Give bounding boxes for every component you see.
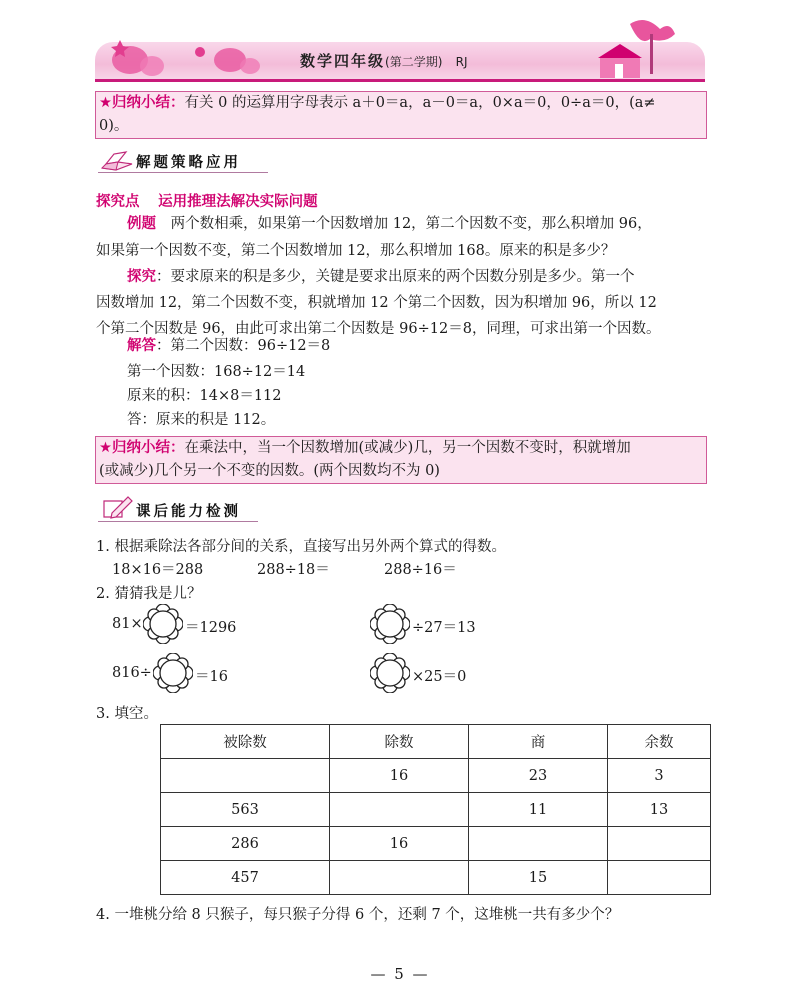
explore-title: 运用推理法解决实际问题 (158, 194, 318, 210)
question-3: 3. 填空。 (96, 706, 158, 722)
answer-line-1 (127, 334, 330, 355)
division-table (160, 724, 711, 895)
q1-equation-2: 288÷18＝ (257, 562, 330, 578)
table-header: 除数 (330, 725, 469, 759)
analysis-label: 探究 (127, 269, 156, 285)
semester-label: (第二学期) (385, 55, 443, 69)
q1-equation-3: 288÷16＝ (384, 562, 457, 578)
flower-blank-icon[interactable] (143, 604, 183, 644)
q2-a-right: ＝1296 (185, 620, 237, 636)
q2-c-left: 816÷ (112, 665, 152, 681)
page-number: — 5 — (370, 965, 430, 983)
section-underline (98, 172, 268, 173)
question-4: 4. 一堆桃分给 8 只猴子，每只猴子分得 6 个，还剩 7 个，这堆桃一共有多少个？ (96, 907, 620, 923)
explore-label: 探究点 (96, 194, 140, 210)
table-row (161, 827, 711, 861)
table-row (161, 861, 711, 895)
summary-text-line: 0)。 (99, 118, 129, 134)
section-underline (98, 521, 258, 522)
table-cell: 23 (469, 759, 608, 793)
table-header: 余数 (608, 725, 711, 759)
table-header-row (161, 725, 711, 759)
section-title-strategy: 解题策略应用 (136, 155, 241, 171)
q2-c-right: ＝16 (195, 669, 228, 685)
answer-line-3: 原来的积：14×8＝112 (127, 388, 282, 404)
example-line-1 (127, 212, 652, 233)
summary-label: ★归纳小结： (99, 95, 185, 111)
pencil-icon (100, 495, 134, 521)
analysis-line-3: 个第二个因数是 96，由此可求出第二个因数是 96÷12＝8，同理，可求出第一个因数。 (96, 321, 661, 337)
table-cell: 3 (608, 759, 711, 793)
table-cell: 11 (469, 793, 608, 827)
flower-blank-icon[interactable] (370, 653, 410, 693)
example-text: 两个数相乘，如果第一个因数增加 12，第二个因数不变，那么积增加 96， (170, 216, 652, 232)
table-header: 被除数 (161, 725, 330, 759)
flower-blank-icon[interactable] (153, 653, 193, 693)
table-row (161, 759, 711, 793)
answer-line-4: 答：原来的积是 112。 (127, 412, 276, 428)
flower-blank-icon[interactable] (370, 604, 410, 644)
analysis-text: ：要求原来的积是多少，关键是要求出原来的两个因数分别是多少。第一个 (156, 269, 635, 285)
summary-text-line: 有关 0 的运算用字母表示 a＋0＝a，a－0＝a，0×a＝0，0÷a＝0，(a≠ (184, 95, 656, 111)
summary-text-line: 在乘法中，当一个因数增加(或减少)几，另一个因数不变时，积就增加 (184, 440, 631, 456)
flower-decoration-icon (100, 30, 290, 82)
table-cell[interactable] (608, 861, 711, 895)
q2-b-right: ÷27＝13 (412, 620, 476, 636)
tree-house-icon (590, 14, 700, 82)
summary-label: ★归纳小结： (99, 440, 185, 456)
table-row (161, 793, 711, 827)
answer-label: 解答 (127, 338, 156, 354)
table-cell[interactable] (469, 827, 608, 861)
book-icon (100, 150, 134, 172)
analysis-line-2: 因数增加 12，第二个因数不变，积就增加 12 个第二个因数，因为积增加 96，所以 12 (96, 295, 657, 311)
analysis-line-1 (127, 265, 635, 286)
question-2: 2. 猜猜我是儿？ (96, 586, 202, 602)
table-cell[interactable] (161, 759, 330, 793)
table-cell[interactable] (608, 827, 711, 861)
table-cell: 16 (330, 759, 469, 793)
table-cell: 13 (608, 793, 711, 827)
table-cell: 563 (161, 793, 330, 827)
header-title (300, 50, 468, 71)
summary-text-line: (或减少)几个另一个不变的因数。(两个因数均不为 0) (99, 463, 440, 479)
edition-label: RJ (455, 55, 468, 69)
table-cell: 15 (469, 861, 608, 895)
section-title-practice: 课后能力检测 (136, 504, 241, 520)
q1-equation-1: 18×16＝288 (112, 562, 204, 578)
table-cell: 457 (161, 861, 330, 895)
table-cell[interactable] (330, 861, 469, 895)
answer-text: ：第二个因数：96÷12＝8 (156, 338, 331, 354)
table-header: 商 (469, 725, 608, 759)
table-cell: 286 (161, 827, 330, 861)
table-cell[interactable] (330, 793, 469, 827)
summary-box-2 (95, 436, 707, 484)
example-label: 例题 (127, 216, 156, 232)
book-title: 数学四年级 (300, 52, 386, 70)
example-line-2: 如果第一个因数不变，第二个因数增加 12，那么积增加 168。原来的积是多少？ (96, 243, 616, 259)
q2-a-left: 81× (112, 616, 143, 632)
table-cell: 16 (330, 827, 469, 861)
explore-point-heading (96, 190, 318, 211)
answer-line-2: 第一个因数：168÷12＝14 (127, 364, 306, 380)
summary-box-1 (95, 91, 707, 139)
question-1: 1. 根据乘除法各部分间的关系，直接写出另外两个算式的得数。 (96, 539, 506, 555)
q2-d-right: ×25＝0 (412, 669, 467, 685)
